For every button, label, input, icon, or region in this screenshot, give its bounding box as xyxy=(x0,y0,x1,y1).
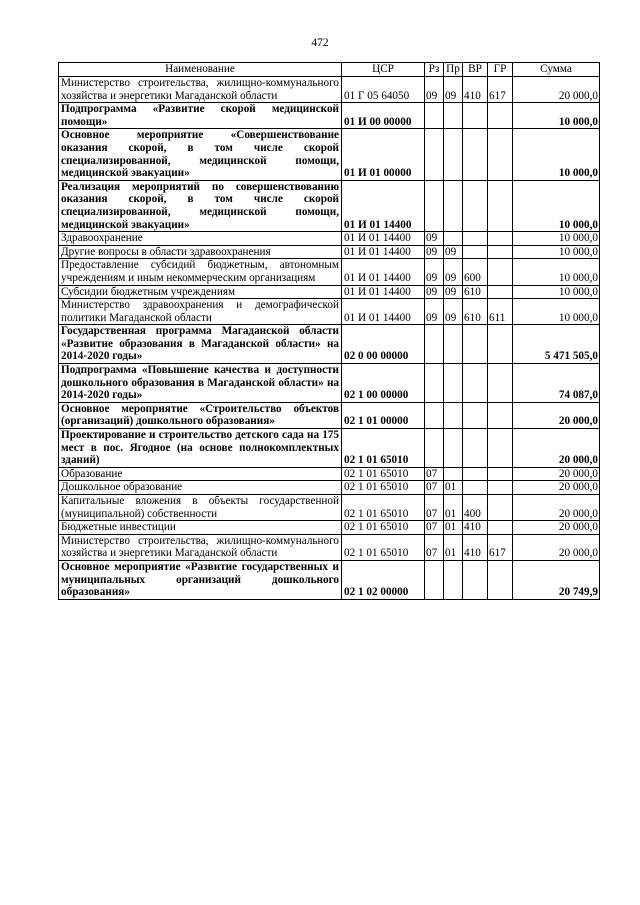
row-rz: 09 xyxy=(425,77,444,103)
header-vr: ВР xyxy=(463,63,488,77)
table-row xyxy=(59,259,600,285)
table-row xyxy=(59,77,600,103)
row-vr xyxy=(463,232,488,246)
row-name: Проектирование и строительство детского сада на 175 мест в пос. Ягодное (на основе полнокомплектных зданий) xyxy=(59,429,342,468)
row-csr: 01 И 01 14400 xyxy=(342,232,425,246)
row-pr xyxy=(444,364,463,403)
row-sum: 10 000,0 xyxy=(513,259,600,285)
row-name: Основное мероприятие «Развитие государственных и муниципальных организаций дошкольного образования» xyxy=(59,560,342,599)
row-name: Основное мероприятие «Совершенствование оказания скорой, в том числе скорой специализированной, медицинской помощи, медицинской эвакуации» xyxy=(59,129,342,180)
row-sum: 5 471 505,0 xyxy=(513,325,600,364)
table-row xyxy=(59,103,600,129)
row-sum: 20 000,0 xyxy=(513,534,600,560)
table-row xyxy=(59,129,600,180)
row-gr: 611 xyxy=(488,299,513,325)
row-gr xyxy=(488,232,513,246)
row-pr: 01 xyxy=(444,481,463,495)
row-name: Министерство здравоохранения и демографической политики Магаданской области xyxy=(59,299,342,325)
table-row xyxy=(59,495,600,521)
row-vr xyxy=(463,481,488,495)
row-vr xyxy=(463,429,488,468)
row-sum: 20 000,0 xyxy=(513,467,600,481)
row-rz xyxy=(425,180,444,231)
header-csr: ЦСР xyxy=(342,63,425,77)
row-vr xyxy=(463,129,488,180)
row-gr xyxy=(488,467,513,481)
row-pr xyxy=(444,560,463,599)
row-sum: 10 000,0 xyxy=(513,232,600,246)
row-pr: 09 xyxy=(444,245,463,259)
row-name: Здравоохранение xyxy=(59,232,342,246)
table-row xyxy=(59,299,600,325)
row-gr xyxy=(488,325,513,364)
table-row xyxy=(59,481,600,495)
row-pr: 09 xyxy=(444,77,463,103)
row-vr xyxy=(463,180,488,231)
row-vr: 600 xyxy=(463,259,488,285)
row-gr xyxy=(488,429,513,468)
row-sum: 20 000,0 xyxy=(513,402,600,428)
row-sum: 20 000,0 xyxy=(513,481,600,495)
row-name: Государственная программа Магаданской области «Развитие образования в Магаданской области» на 2014-2020 годы» xyxy=(59,325,342,364)
row-gr xyxy=(488,259,513,285)
row-vr xyxy=(463,325,488,364)
row-rz: 09 xyxy=(425,232,444,246)
row-pr: 09 xyxy=(444,259,463,285)
row-sum: 20 000,0 xyxy=(513,429,600,468)
row-rz xyxy=(425,129,444,180)
row-rz xyxy=(425,429,444,468)
table-row xyxy=(59,402,600,428)
table-row xyxy=(59,364,600,403)
row-rz xyxy=(425,364,444,403)
row-pr: 09 xyxy=(444,285,463,299)
table-header xyxy=(59,63,600,77)
row-pr: 01 xyxy=(444,495,463,521)
row-vr xyxy=(463,402,488,428)
row-gr xyxy=(488,481,513,495)
row-sum: 10 000,0 xyxy=(513,285,600,299)
page-number: 472 xyxy=(311,37,329,49)
row-name: Реализация мероприятий по совершенствованию оказания скорой, в том числе скорой специализированной, медицинской помощи, медицинской эвакуации» xyxy=(59,180,342,231)
row-rz: 09 xyxy=(425,259,444,285)
row-vr: 610 xyxy=(463,299,488,325)
row-rz: 09 xyxy=(425,285,444,299)
row-vr xyxy=(463,245,488,259)
row-rz: 07 xyxy=(425,495,444,521)
row-sum: 20 000,0 xyxy=(513,521,600,535)
row-rz: 07 xyxy=(425,467,444,481)
row-name: Субсидии бюджетным учреждениям xyxy=(59,285,342,299)
row-vr: 610 xyxy=(463,285,488,299)
row-sum: 20 000,0 xyxy=(513,77,600,103)
table-row xyxy=(59,560,600,599)
row-vr xyxy=(463,560,488,599)
row-gr: 617 xyxy=(488,534,513,560)
row-pr: 01 xyxy=(444,521,463,535)
row-gr: 617 xyxy=(488,77,513,103)
row-gr xyxy=(488,180,513,231)
row-gr xyxy=(488,560,513,599)
header-gr: ГР xyxy=(488,63,513,77)
header-row xyxy=(59,63,600,77)
row-csr: 02 1 01 65010 xyxy=(342,534,425,560)
table-row xyxy=(59,245,600,259)
row-gr xyxy=(488,245,513,259)
row-vr: 410 xyxy=(463,77,488,103)
row-pr xyxy=(444,325,463,364)
row-rz: 09 xyxy=(425,245,444,259)
row-vr xyxy=(463,467,488,481)
row-csr: 02 1 01 65010 xyxy=(342,495,425,521)
row-csr: 01 И 01 14400 xyxy=(342,285,425,299)
row-rz xyxy=(425,103,444,129)
row-name: Другие вопросы в области здравоохранения xyxy=(59,245,342,259)
row-csr: 01 И 00 00000 xyxy=(342,103,425,129)
table-row xyxy=(59,232,600,246)
row-sum: 10 000,0 xyxy=(513,245,600,259)
row-name: Основное мероприятие «Строительство объектов (организаций) дошкольного образования» xyxy=(59,402,342,428)
row-csr: 02 1 01 65010 xyxy=(342,481,425,495)
row-csr: 01 И 01 14400 xyxy=(342,299,425,325)
row-sum: 74 087,0 xyxy=(513,364,600,403)
row-csr: 02 1 01 65010 xyxy=(342,521,425,535)
table-row xyxy=(59,521,600,535)
header-name: Наименование xyxy=(59,63,342,77)
row-vr: 410 xyxy=(463,534,488,560)
row-csr: 02 1 01 00000 xyxy=(342,402,425,428)
row-name: Дошкольное образование xyxy=(59,481,342,495)
row-pr: 09 xyxy=(444,299,463,325)
row-pr xyxy=(444,180,463,231)
table-row xyxy=(59,285,600,299)
table-body xyxy=(59,77,600,600)
row-gr xyxy=(488,402,513,428)
row-pr xyxy=(444,232,463,246)
row-vr xyxy=(463,364,488,403)
row-csr: 01 И 01 14400 xyxy=(342,245,425,259)
table-row xyxy=(59,534,600,560)
row-gr xyxy=(488,103,513,129)
row-name: Образование xyxy=(59,467,342,481)
row-vr xyxy=(463,103,488,129)
row-vr: 410 xyxy=(463,521,488,535)
row-pr xyxy=(444,429,463,468)
row-pr: 01 xyxy=(444,534,463,560)
row-csr: 02 1 02 00000 xyxy=(342,560,425,599)
row-csr: 02 1 01 65010 xyxy=(342,429,425,468)
row-csr: 01 И 01 14400 xyxy=(342,180,425,231)
budget-table xyxy=(58,62,600,600)
table-row xyxy=(59,180,600,231)
row-vr: 400 xyxy=(463,495,488,521)
row-gr xyxy=(488,285,513,299)
row-sum: 10 000,0 xyxy=(513,180,600,231)
table-row xyxy=(59,467,600,481)
row-gr xyxy=(488,521,513,535)
row-pr xyxy=(444,129,463,180)
row-csr: 02 1 00 00000 xyxy=(342,364,425,403)
header-sum: Сумма xyxy=(513,63,600,77)
row-rz: 07 xyxy=(425,521,444,535)
row-gr xyxy=(488,364,513,403)
row-sum: 10 000,0 xyxy=(513,103,600,129)
row-name: Министерство строительства, жилищно-коммунального хозяйства и энергетики Магаданской области xyxy=(59,534,342,560)
row-csr: 02 0 00 00000 xyxy=(342,325,425,364)
row-sum: 20 000,0 xyxy=(513,495,600,521)
row-name: Бюджетные инвестиции xyxy=(59,521,342,535)
table-row xyxy=(59,325,600,364)
row-rz xyxy=(425,325,444,364)
row-csr: 01 И 01 00000 xyxy=(342,129,425,180)
row-rz: 07 xyxy=(425,481,444,495)
row-name: Капитальные вложения в объекты государственной (муниципальной) собственности xyxy=(59,495,342,521)
row-csr: 02 1 01 65010 xyxy=(342,467,425,481)
row-name: Предоставление субсидий бюджетным, автономным учреждениям и иным некоммерческим организациям xyxy=(59,259,342,285)
row-sum: 20 749,9 xyxy=(513,560,600,599)
row-sum: 10 000,0 xyxy=(513,299,600,325)
row-name: Министерство строительства, жилищно-коммунального хозяйства и энергетики Магаданской области xyxy=(59,77,342,103)
row-csr: 01 Г 05 64050 xyxy=(342,77,425,103)
row-csr: 01 И 01 14400 xyxy=(342,259,425,285)
row-pr xyxy=(444,402,463,428)
row-rz: 07 xyxy=(425,534,444,560)
row-pr xyxy=(444,467,463,481)
header-rz: Рз xyxy=(425,63,444,77)
row-gr xyxy=(488,129,513,180)
row-name: Подпрограмма «Повышение качества и доступности дошкольного образования в Магаданской области» на 2014-2020 годы» xyxy=(59,364,342,403)
row-name: Подпрограмма «Развитие скорой медицинской помощи» xyxy=(59,103,342,129)
header-pr: Пр xyxy=(444,63,463,77)
row-rz xyxy=(425,560,444,599)
row-sum: 10 000,0 xyxy=(513,129,600,180)
row-rz xyxy=(425,402,444,428)
table-row xyxy=(59,429,600,468)
row-gr xyxy=(488,495,513,521)
row-rz: 09 xyxy=(425,299,444,325)
row-pr xyxy=(444,103,463,129)
